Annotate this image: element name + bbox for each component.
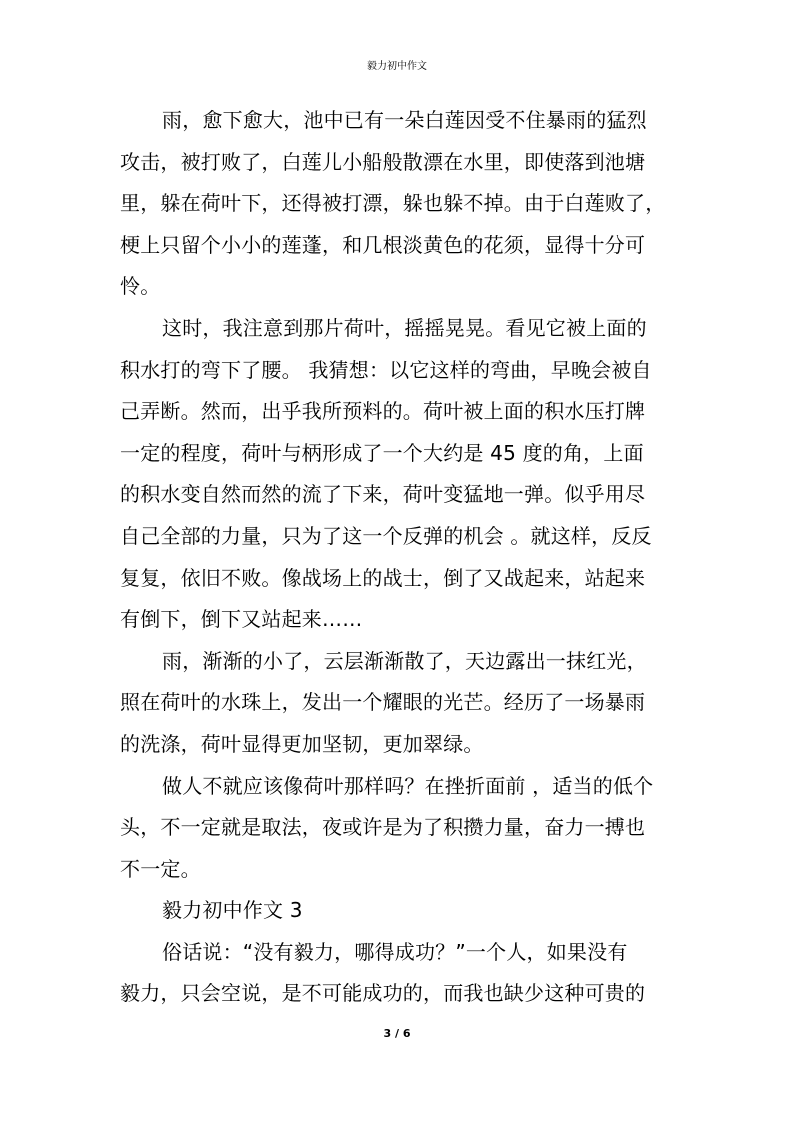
text-line: 里，躲在荷叶下，还得被打漂，躲也躲不掉。由于白莲败了， xyxy=(120,191,666,216)
text-line: 这时，我注意到那片荷叶，摇摇晃晃。看见它被上面的 xyxy=(162,315,647,340)
text-line: 梗上只留个小小的莲蓬，和几根淡黄色的花须，显得十分可 xyxy=(120,232,646,257)
text-line: 积水打的弯下了腰。 我猜想：以它这样的弯曲，早晚会被自 xyxy=(120,357,652,382)
text-line: 雨，渐渐的小了，云层渐渐散了，天边露出一抹红光， xyxy=(162,648,647,673)
document-body xyxy=(120,100,680,1015)
text-line: 攻击，被打败了，白莲儿小船般散漂在水里，即使落到池塘 xyxy=(120,149,646,174)
text-line: 的积水变自然而然的流了下来，荷叶变猛地一弹。似乎用尽 xyxy=(120,482,646,507)
text-line: 怜。 xyxy=(120,274,161,299)
text-line: 己弄断。然而，出乎我所预料的。荷叶被上面的积水压打牌 xyxy=(120,399,646,424)
page-header: 毅力初中作文 xyxy=(367,61,427,72)
text-line: 毅力，只会空说，是不可能成功的，而我也缺少这种可贵的 xyxy=(120,981,646,1006)
text-line: 自己全部的力量，只为了这一个反弹的机会 。就这样，反反 xyxy=(120,523,652,548)
section-heading: 毅力初中作文 3 xyxy=(162,898,303,923)
text-line: 不一定。 xyxy=(120,856,201,881)
text-line: 做人不就应该像荷叶那样吗？在挫折面前 ，适当的低个 xyxy=(162,773,654,798)
text-line: 复复，依旧不败。像战场上的战士，倒了又战起来，站起来 xyxy=(120,565,646,590)
text-line: 雨，愈下愈大，池中已有一朵白莲因受不住暴雨的猛烈 xyxy=(162,108,647,132)
text-line: 的洗涤，荷叶显得更加坚韧，更加翠绿。 xyxy=(120,731,484,756)
text-line: 俗话说：“没有毅力，哪得成功？”一个人，如果没有 xyxy=(162,939,628,964)
text-line: 头，不一定就是取法，夜或许是为了积攒力量，奋力一搏也 xyxy=(120,815,646,840)
text-line: 有倒下，倒下又站起来…… xyxy=(120,607,363,632)
text-line: 照在荷叶的水珠上，发出一个耀眼的光芒。经历了一场暴雨 xyxy=(120,690,646,715)
text-line: 一定的程度，荷叶与柄形成了一个大约是 45 度的角，上面 xyxy=(120,440,644,465)
page-number: 3 / 6 xyxy=(383,1027,411,1040)
